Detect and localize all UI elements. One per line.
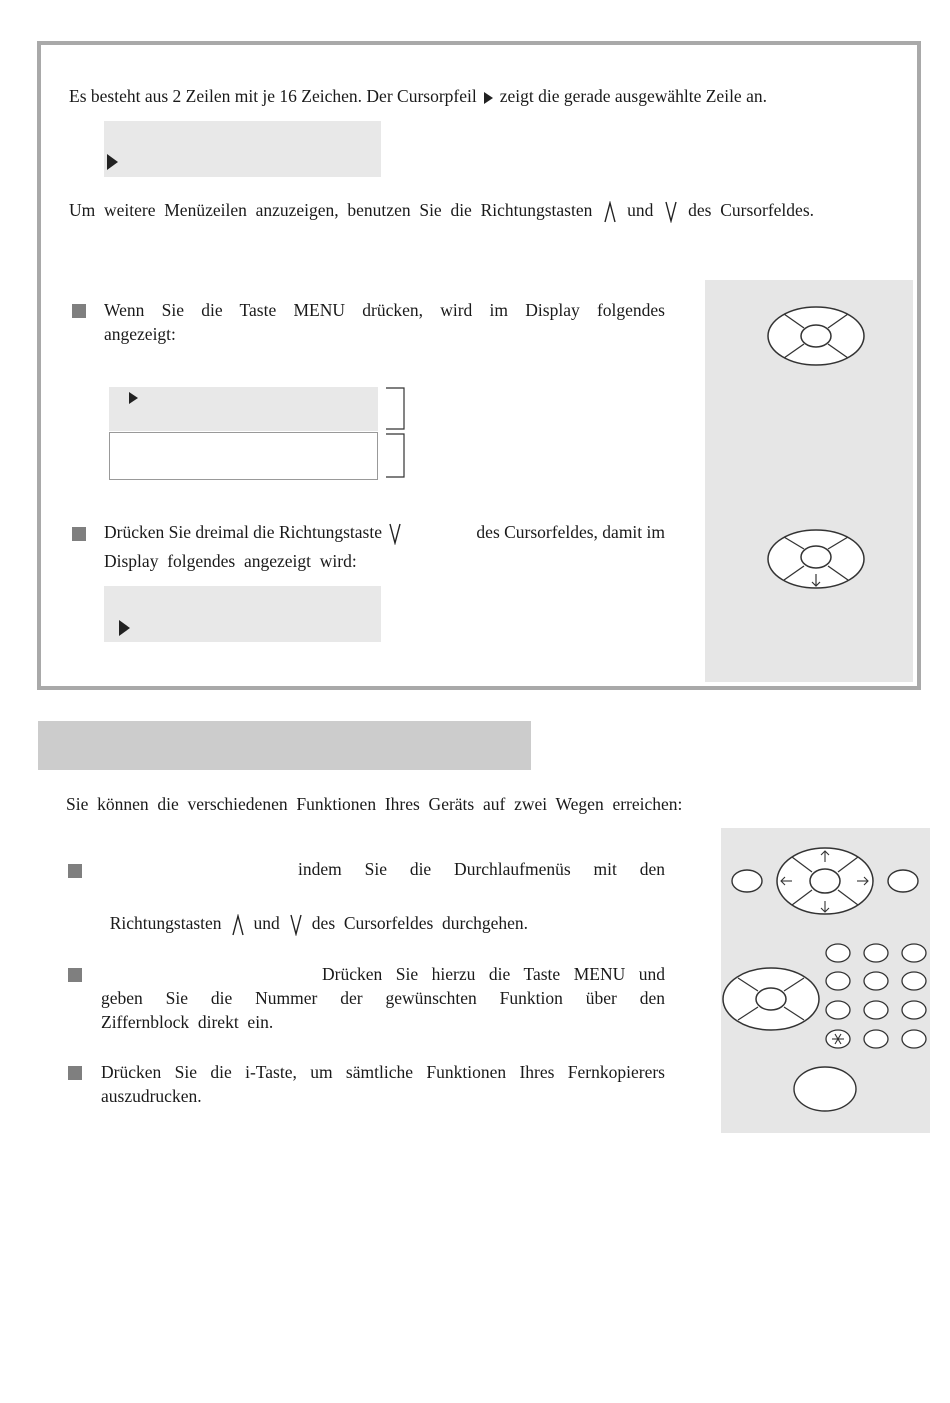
chevron-up-icon [231,914,245,936]
item1-line-1: indem Sie die Durchlaufmenüs mit den [298,859,665,879]
item3-line-2: auszudrucken. [101,1086,202,1106]
item2-line-3: Ziffernblock direkt ein. [101,1012,274,1032]
chevron-down-icon [664,201,678,223]
intro-line-2-text: Um weitere Menüzeilen anzuzeigen, benutzen Sie die Richtungstasten [69,200,593,220]
cursor-pad-icon [766,305,866,367]
step1-line-2: angezeigt: [104,324,176,344]
item1-line-2-text-end: des Cursorfeldes durchgehen. [311,913,529,933]
lcd-display-result [104,586,381,642]
section-intro: Sie können die verschiedenen Funktionen Ihres Geräts auf zwei Wegen erreichen: [66,794,683,814]
cursor-arrow-icon [484,92,493,104]
item2-line-1: Drücken Sie hierzu die Taste MENU und [322,964,665,984]
step2-line-1 [104,520,665,545]
item2-line-2: geben Sie die Nummer der gewünschten Funktion über den [101,988,665,1008]
intro-line-1 [69,84,767,108]
keypad-illustration-icon [721,828,930,1133]
step2-line-1-text: Drücken Sie dreimal die Richtungstaste [104,522,382,542]
square-bullet-icon [68,1066,82,1080]
chevron-up-icon [603,201,617,223]
lcd-display-line-2 [109,432,378,480]
section-heading-bar [38,721,531,770]
square-bullet-icon [68,864,82,878]
square-bullet-icon [72,527,86,541]
cursor-arrow-icon [129,392,138,404]
item1-line-2 [101,887,528,936]
intro-line-2-and: und [627,200,654,220]
lcd-display-example [104,121,381,177]
step2-line-1-text-end: des Cursorfeldes, damit im [476,522,665,542]
cursor-arrow-icon [107,154,118,170]
square-bullet-icon [68,968,82,982]
step2-line-2: Display folgendes angezeigt wird: [104,551,357,571]
chevron-down-icon [388,523,402,545]
cursor-pad-down-icon [766,528,866,592]
step1-line-1: Wenn Sie die Taste MENU drücken, wird im Display folgendes [104,300,665,320]
cursor-arrow-icon [119,620,130,636]
item3-line-1: Drücken Sie die i-Taste, um sämtliche Funktionen Ihres Fernkopierers [101,1062,665,1082]
intro-line-2-text-end: des Cursorfeldes. [688,200,815,220]
square-bullet-icon [72,304,86,318]
intro-line-1-text-end: zeigt die gerade ausgewählte Zeile an. [499,86,767,106]
item1-line-2-and: und [253,913,280,933]
chevron-down-icon [289,914,303,936]
intro-line-2 [69,198,814,223]
line-bracket-icon [384,386,408,480]
lcd-display-line-1 [109,387,378,431]
intro-line-1-text: Es besteht aus 2 Zeilen mit je 16 Zeichen. Der Cursorpfeil [69,86,477,106]
item1-line-2-text: Richtungstasten [109,913,222,933]
